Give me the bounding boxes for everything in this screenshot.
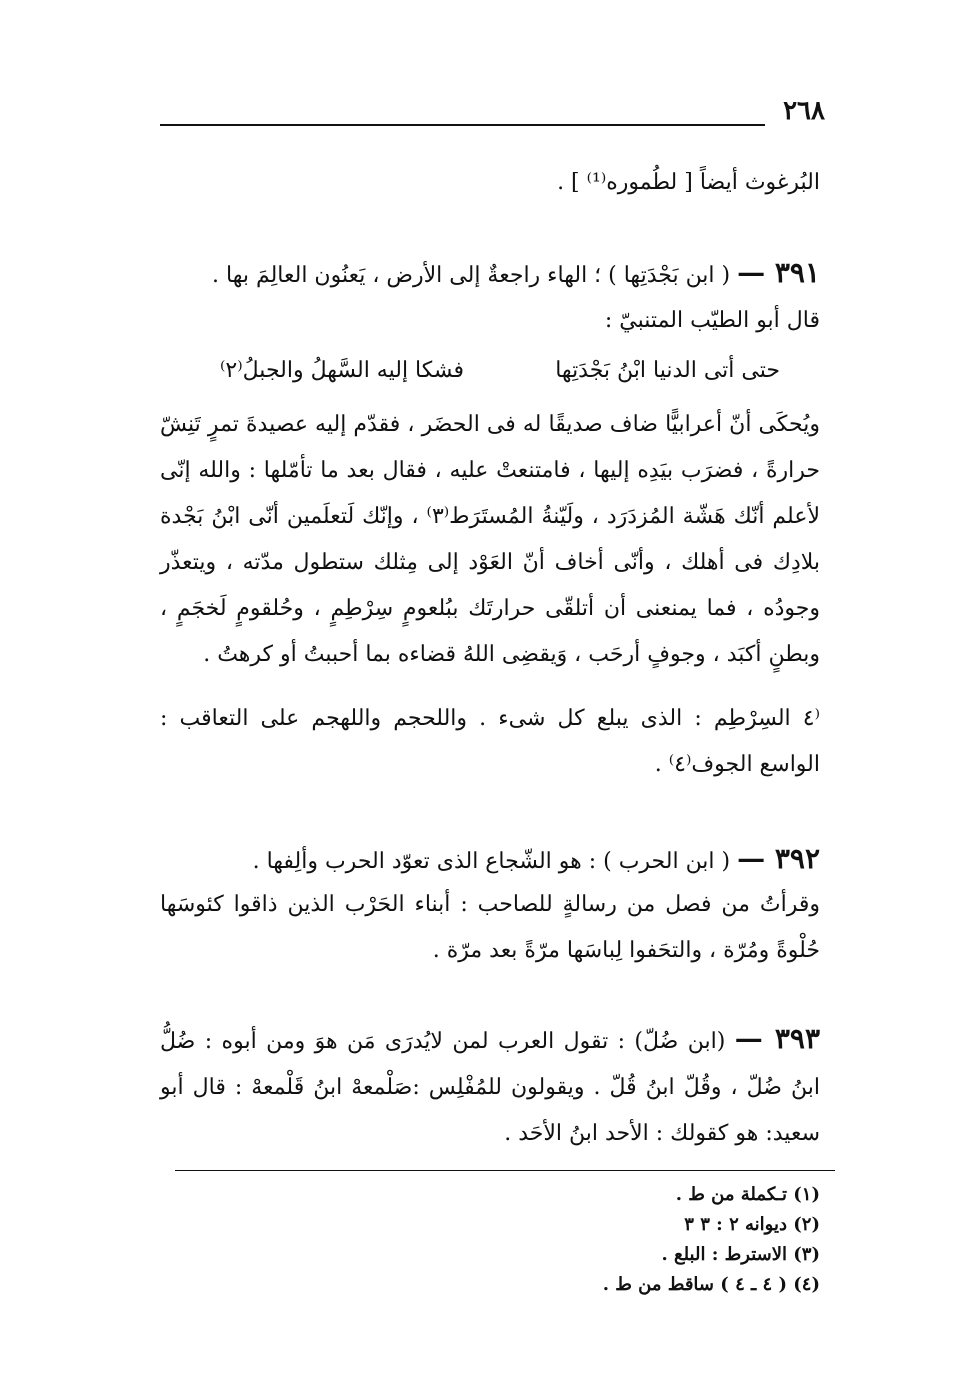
footnote-4: (٤) ( ٤ ـ ٤ ) ساقط من ط .: [602, 1274, 820, 1295]
header-rule: [160, 124, 765, 126]
verse-second-hemistich: فشكا إليه السَّهلُ والجبلُ⁽٢⁾: [220, 358, 465, 383]
entry-head-text: (ابن ضُلّ) : تقول العرب لمن لايُدرَى مَن هوَ ومن أبوه : ضُلُّ ابنُ ضُلّ ، وقُلّ ابنُ قُلّ . ويقولون للمُفْلِس :صَلْمعهْ ابنُ قَلْمعهْ : قال أبو سعيد: هو كقولك : الأحد ابنُ الأحَد .: [160, 1029, 820, 1146]
entry-head-text: ( ابن الحرب ) : هو الشّجاع الذى تعوّد الحرب وألِفها .: [252, 849, 731, 874]
entry-392-head: [160, 836, 820, 885]
page-number: ٢٦٨: [783, 96, 825, 126]
entry-393-text: [160, 1016, 820, 1157]
footnote-1: (١) تـكملة من ط .: [675, 1184, 820, 1205]
entry-392-body: وقرأتُ من فصل من رسالةٍ للصاحب : أبناء الحَرْب الذين ذاقوا كئوسَها حُلْوةً ومُرّة ، والتحَفوا لِباسَها مرّةً بعد مرّة .: [160, 892, 820, 963]
footnote-2: (٢) ديوانه ٢ : ٣ ٣: [684, 1214, 820, 1235]
entry-391-line2: قال أبو الطيّب المتنبيّ :: [604, 308, 820, 333]
footnote-3: (٣) الاسترط : البلع .: [661, 1244, 820, 1265]
entry-number: ٣٩٢ —: [737, 842, 820, 875]
verse-first-hemistich: حتى أتى الدنيا ابْنُ بَجْدَتِها: [555, 358, 780, 383]
entry-391-note: ⁽٤ السِرْطِم : الذى يبلع كل شىء . واللحجم واللهجم على التعاقب : الواسع الجوف⁽٤⁾ .: [160, 706, 820, 777]
intro-line: البُرغوث أيضاً [ لطُموره⁽¹⁾ ] .: [557, 170, 820, 195]
entry-391-body: ويُحكَى أنّ أعرابيًّا ضاف صديقًا له فى الحضَر ، فقدّم إليه عصيدةَ تمرٍ تَنِشّ حرارةً ، فضرَب بيَدِه إليها ، فامتنعتْ عليه ، فقال بعد ما تأمّلها : والله إنّى لأعلم أنّك هَشّة المُزدَرَد ، ولَيّنةُ المُستَرَط⁽٣⁾ ، وإنّك لَتعلَمين أنّى ابْنُ بَجْدة بلادِك فى أهلك ، وأنّى أخاف أنّ العَوْد إلى مِثلك ستطول مدّته ، ويتعذّر وجودُه ، فما يمنعنى أن أتلقّى حرارتَك ببُلعومٍ سِرْطِمٍ ، وحُلقومٍ لَخجَمٍ ، وبطنٍ أكبَد ، وجوفٍ أرحَب ، وَيقضِى اللهُ قضاءه بما أحببتُ أو كرهتُ .: [160, 412, 820, 667]
poem-verse: [220, 348, 780, 394]
entry-391-head: [160, 250, 820, 299]
entry-number: ٣٩٣ —: [734, 1022, 821, 1055]
entry-head-text: ( ابن بَجْدَتِها ) ؛ الهاء راجعةٌ إلى الأرض ، يَعنُون العالِمَ بها .: [212, 263, 731, 288]
entry-number: ٣٩١ —: [737, 256, 820, 289]
footnote-rule: [175, 1170, 835, 1171]
